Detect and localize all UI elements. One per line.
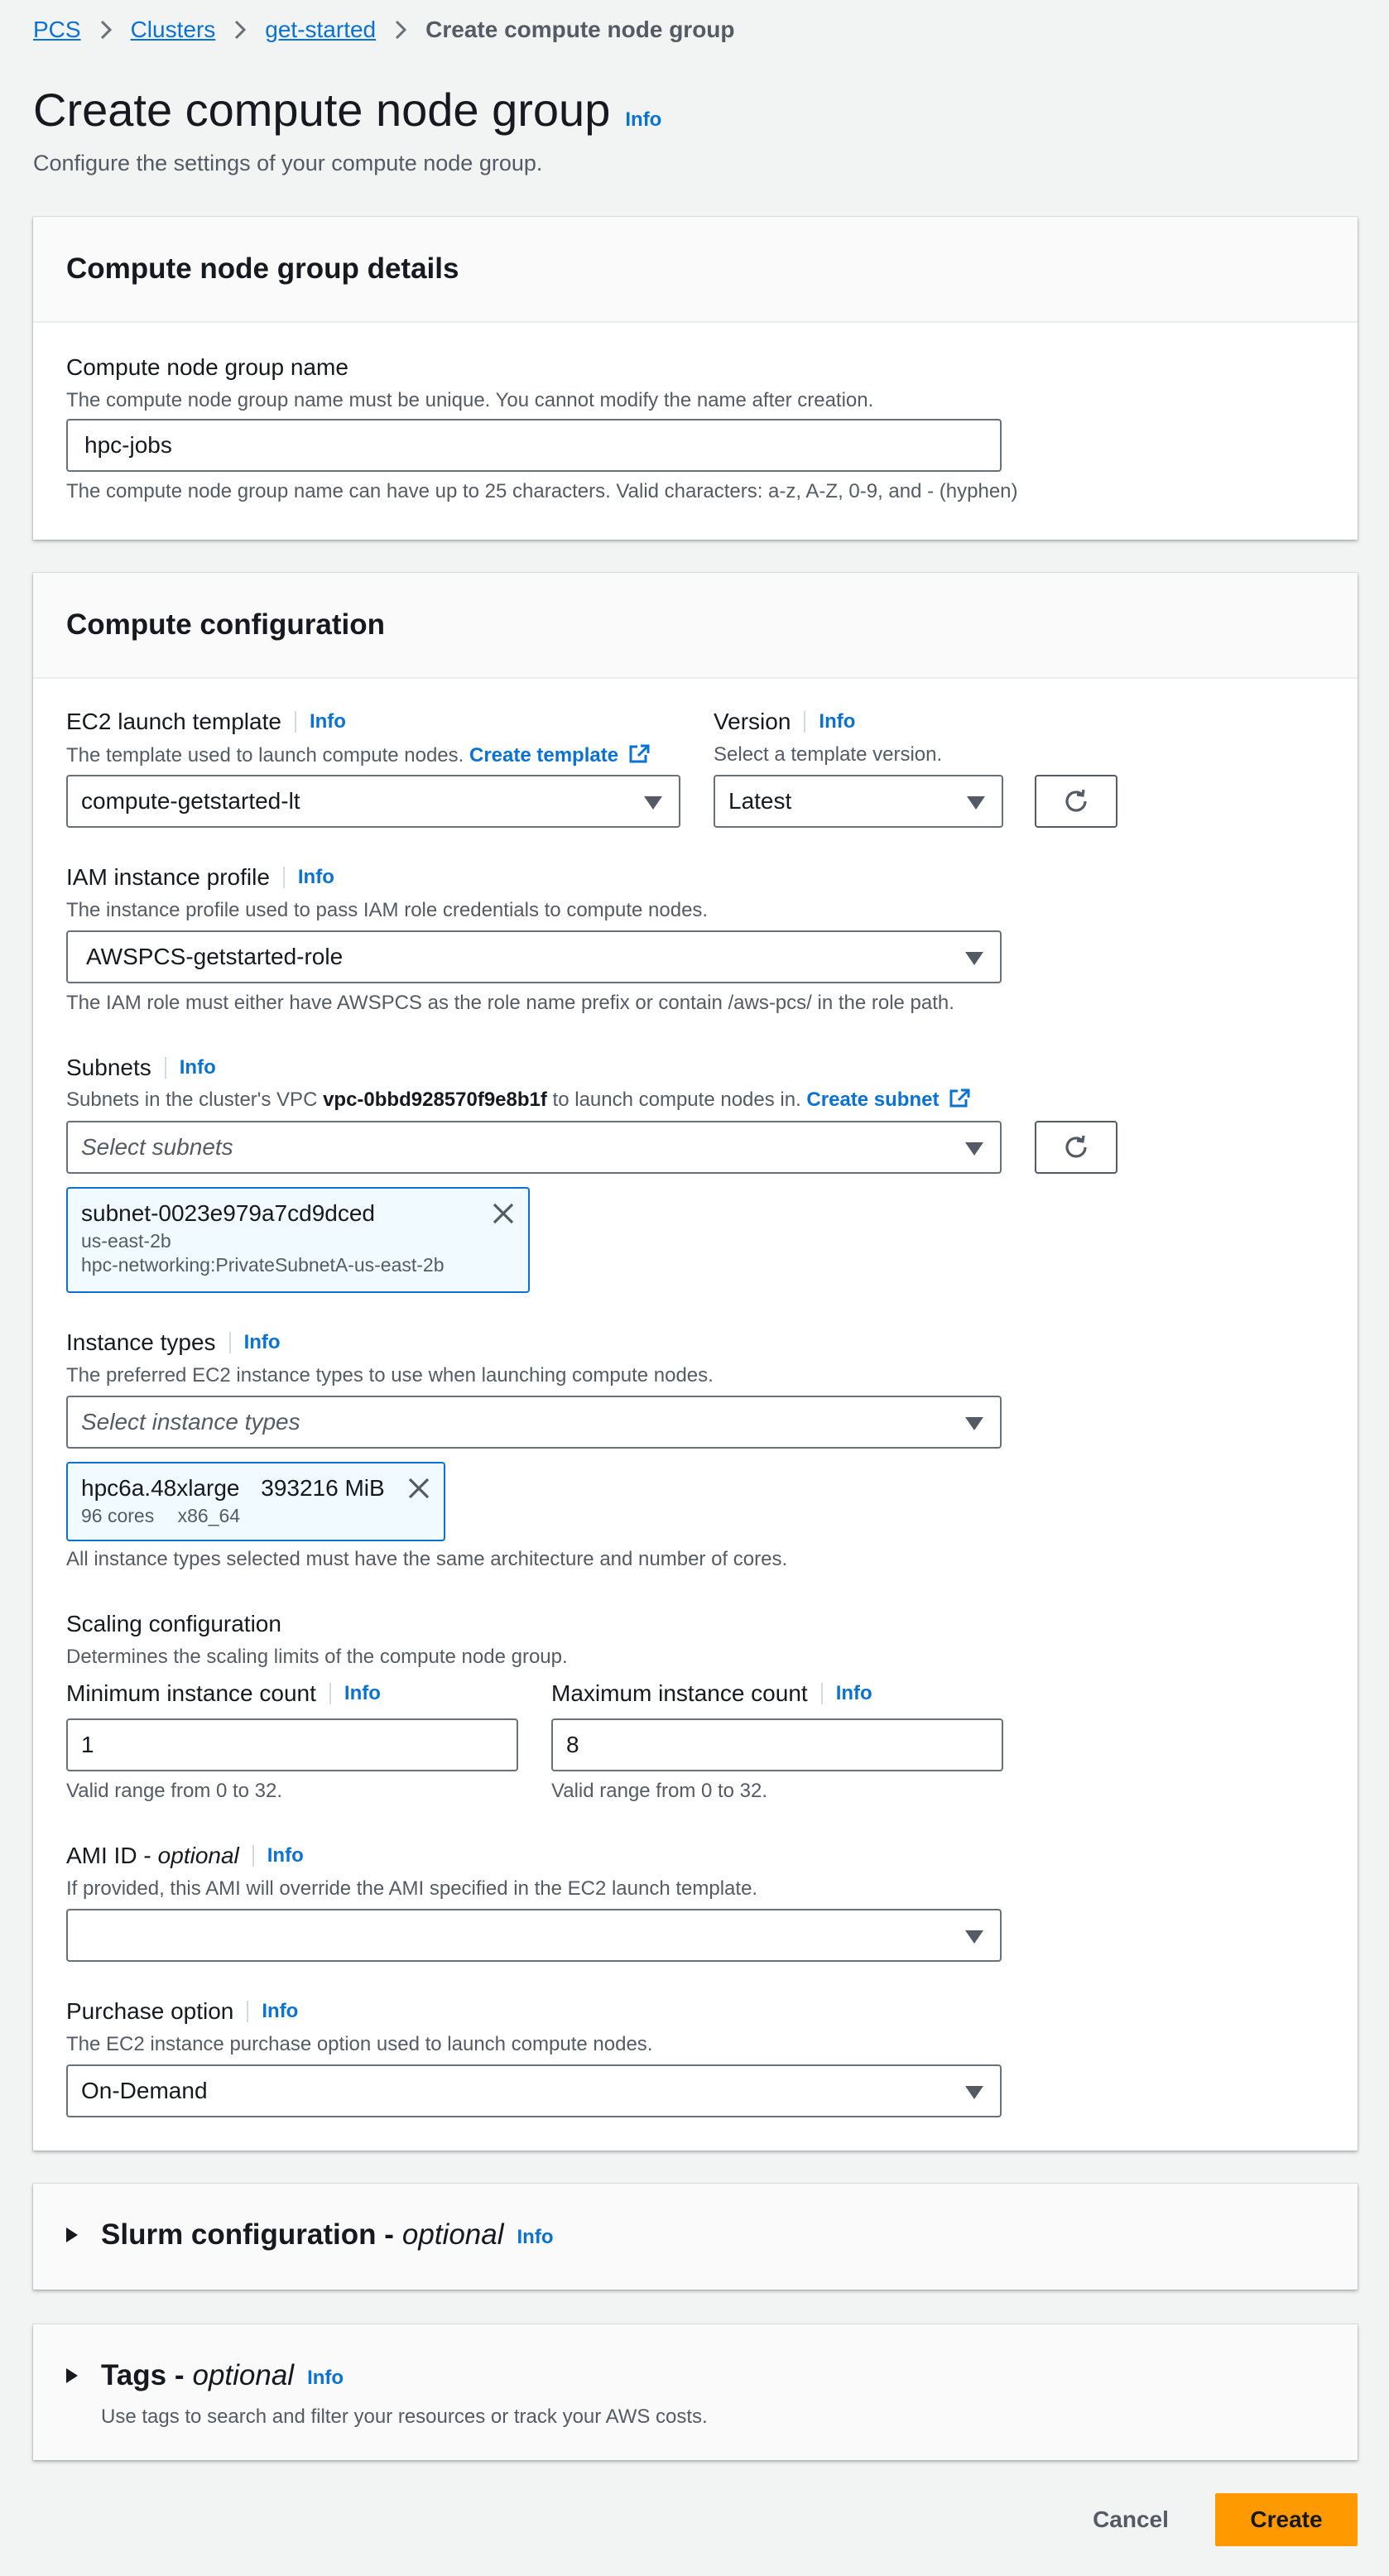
ami-id-label bbox=[66, 1843, 304, 1869]
iam-profile-label bbox=[66, 864, 334, 891]
close-icon bbox=[492, 1202, 515, 1225]
instance-types-placeholder: Select instance types bbox=[81, 1409, 300, 1435]
iam-profile-constraint: The IAM role must either have AWSPCS as the role name prefix or contain /aws-pcs/ in the role path. bbox=[66, 992, 954, 1014]
iam-profile-description: The instance profile used to pass IAM role credentials to compute nodes. bbox=[66, 899, 709, 921]
compute-header: Compute configuration bbox=[33, 573, 1358, 679]
chevron-right-icon bbox=[215, 19, 265, 41]
iam-profile-select[interactable] bbox=[66, 930, 1002, 983]
subnets-placeholder: Select subnets bbox=[81, 1134, 233, 1160]
iam-profile-label-text: IAM instance profile bbox=[66, 864, 270, 890]
instance-type-cores: 96 cores bbox=[81, 1505, 155, 1526]
breadcrumb-clusters-link[interactable]: Clusters bbox=[130, 17, 216, 42]
instance-types-select[interactable] bbox=[66, 1396, 1002, 1449]
instance-type-memory: 393216 MiB bbox=[261, 1475, 385, 1501]
tags-info-link[interactable]: Info bbox=[307, 2367, 344, 2389]
refresh-subnets-button[interactable] bbox=[1035, 1121, 1117, 1174]
instance-types-label bbox=[66, 1329, 281, 1356]
slurm-config-optional: optional bbox=[401, 2218, 504, 2251]
launch-template-select[interactable] bbox=[66, 775, 680, 828]
breadcrumb-current: Create compute node group bbox=[425, 17, 735, 42]
slurm-config-toggle[interactable] bbox=[66, 2218, 553, 2252]
version-info-link[interactable]: Info bbox=[819, 710, 856, 733]
subnets-description bbox=[66, 1088, 971, 1112]
version-label-text: Version bbox=[714, 709, 791, 734]
min-count-input[interactable] bbox=[66, 1718, 518, 1771]
subnets-label-text: Subnets bbox=[66, 1055, 151, 1080]
min-count-constraint: Valid range from 0 to 32. bbox=[66, 1780, 283, 1802]
slurm-config-title: Slurm configuration - bbox=[101, 2218, 394, 2251]
external-link-icon bbox=[627, 743, 651, 765]
purchase-option-label bbox=[66, 1998, 298, 2025]
launch-template-desc-text: The template used to launch compute nodes. bbox=[66, 744, 464, 767]
launch-template-description bbox=[66, 743, 651, 767]
iam-profile-info-link[interactable]: Info bbox=[297, 866, 334, 888]
min-count-info-link[interactable]: Info bbox=[344, 1682, 381, 1704]
name-description: The compute node group name must be unique. You cannot modify the name after creation. bbox=[66, 389, 874, 411]
tags-optional: optional bbox=[192, 2359, 295, 2391]
page-description: Configure the settings of your compute node group. bbox=[33, 151, 543, 175]
close-icon bbox=[407, 1477, 430, 1500]
subnets-select[interactable] bbox=[66, 1121, 1002, 1174]
details-header: Compute node group details bbox=[33, 217, 1358, 323]
max-count-info-link[interactable]: Info bbox=[835, 1682, 872, 1704]
ami-id-label-text: AMI ID - bbox=[66, 1843, 151, 1868]
iam-profile-value: AWSPCS-getstarted-role bbox=[86, 944, 344, 969]
subnets-desc-prefix: Subnets in the cluster's VPC bbox=[66, 1089, 318, 1111]
caret-right-icon bbox=[66, 2368, 78, 2383]
version-value: Latest bbox=[728, 788, 792, 814]
ami-id-description: If provided, this AMI will override the AMI specified in the EC2 launch template. bbox=[66, 1877, 758, 1900]
breadcrumb bbox=[33, 13, 735, 46]
launch-template-value: compute-getstarted-lt bbox=[81, 788, 300, 814]
purchase-option-info-link[interactable]: Info bbox=[262, 2000, 299, 2022]
vpc-id: vpc-0bbd928570f9e8b1f bbox=[323, 1089, 547, 1111]
chevron-right-icon bbox=[376, 19, 425, 41]
breadcrumb-pcs-link[interactable]: PCS bbox=[33, 17, 81, 42]
refresh-icon bbox=[1062, 1133, 1090, 1161]
page-title bbox=[33, 83, 661, 137]
info-divider bbox=[283, 867, 285, 888]
launch-template-label-text: EC2 launch template bbox=[66, 709, 281, 734]
version-select[interactable] bbox=[714, 775, 1003, 828]
ami-id-select[interactable] bbox=[66, 1909, 1002, 1962]
remove-instance-type-button[interactable] bbox=[407, 1477, 430, 1504]
remove-subnet-button[interactable] bbox=[492, 1202, 515, 1229]
instance-type-token bbox=[66, 1462, 445, 1541]
purchase-option-description: The EC2 instance purchase option used to launch compute nodes. bbox=[66, 2033, 653, 2055]
subnets-desc-suffix: to launch compute nodes in. bbox=[552, 1089, 801, 1111]
subnet-token bbox=[66, 1187, 530, 1293]
caret-down-icon bbox=[965, 1930, 983, 1944]
breadcrumb-cluster-link[interactable]: get-started bbox=[265, 17, 377, 42]
caret-down-icon bbox=[965, 952, 983, 965]
tags-title: Tags - bbox=[101, 2359, 185, 2391]
purchase-option-value: On-Demand bbox=[81, 2078, 208, 2103]
caret-down-icon bbox=[967, 796, 985, 810]
name-constraint: The compute node group name can have up to 25 characters. Valid characters: a-z, A-Z, 0-9, and - (hyphen) bbox=[66, 480, 1018, 502]
name-input[interactable] bbox=[66, 419, 1002, 472]
name-label: Compute node group name bbox=[66, 354, 348, 380]
caret-down-icon bbox=[965, 2086, 983, 2099]
slurm-config-info-link[interactable]: Info bbox=[517, 2226, 554, 2248]
refresh-templates-button[interactable] bbox=[1035, 775, 1117, 828]
create-subnet-link-text: Create subnet bbox=[806, 1089, 940, 1111]
caret-down-icon bbox=[644, 796, 662, 810]
max-count-label bbox=[551, 1680, 872, 1707]
slurm-config-section bbox=[33, 2184, 1358, 2290]
max-count-constraint: Valid range from 0 to 32. bbox=[551, 1780, 768, 1802]
info-divider bbox=[804, 711, 805, 733]
compute-container bbox=[33, 573, 1358, 2151]
instance-types-constraint: All instance types selected must have the same architecture and number of cores. bbox=[66, 1548, 788, 1570]
launch-template-info-link[interactable]: Info bbox=[309, 710, 346, 733]
scaling-label: Scaling configuration bbox=[66, 1611, 281, 1636]
subnets-label bbox=[66, 1055, 216, 1081]
instance-type-arch: x86_64 bbox=[177, 1505, 241, 1526]
version-label bbox=[714, 709, 855, 735]
purchase-option-label-text: Purchase option bbox=[66, 1998, 234, 2024]
subnet-token-id: subnet-0023e979a7cd9dced bbox=[81, 1200, 375, 1226]
version-description: Select a template version. bbox=[714, 743, 943, 766]
instance-type-token-sub bbox=[81, 1505, 430, 1527]
launch-template-label bbox=[66, 709, 346, 735]
instance-types-description: The preferred EC2 instance types to use when launching compute nodes. bbox=[66, 1364, 714, 1387]
instance-type-token-main bbox=[81, 1475, 430, 1502]
info-divider bbox=[252, 1845, 254, 1867]
refresh-icon bbox=[1062, 787, 1090, 815]
subnet-token-az: us-east-2b bbox=[81, 1230, 171, 1252]
min-count-label-text: Minimum instance count bbox=[66, 1680, 316, 1706]
ami-id-optional: optional bbox=[157, 1843, 239, 1868]
create-template-link[interactable] bbox=[469, 744, 651, 767]
caret-down-icon bbox=[965, 1142, 983, 1156]
page-info-link[interactable]: Info bbox=[625, 108, 662, 131]
external-link-icon bbox=[948, 1088, 971, 1109]
ami-id-info-link[interactable]: Info bbox=[267, 1844, 304, 1867]
subnet-token-tag: hpc-networking:PrivateSubnetA-us-east-2b bbox=[81, 1254, 445, 1276]
tags-toggle[interactable] bbox=[66, 2359, 344, 2392]
info-divider bbox=[229, 1332, 231, 1353]
info-divider bbox=[821, 1683, 823, 1704]
max-count-input[interactable] bbox=[551, 1718, 1003, 1771]
caret-right-icon bbox=[66, 2228, 78, 2242]
instance-types-info-link[interactable]: Info bbox=[243, 1331, 281, 1353]
info-divider bbox=[165, 1057, 166, 1079]
scaling-description: Determines the scaling limits of the compute node group. bbox=[66, 1646, 568, 1668]
create-template-link-text: Create template bbox=[469, 744, 619, 767]
max-count-label-text: Maximum instance count bbox=[551, 1680, 808, 1706]
purchase-option-select[interactable] bbox=[66, 2064, 1002, 2117]
create-button[interactable]: Create bbox=[1215, 2493, 1358, 2546]
details-container bbox=[33, 217, 1358, 540]
tags-description: Use tags to search and filter your resources or track your AWS costs. bbox=[101, 2405, 708, 2428]
cancel-button[interactable]: Cancel bbox=[1093, 2506, 1169, 2532]
caret-down-icon bbox=[965, 1417, 983, 1430]
info-divider bbox=[295, 711, 296, 733]
tags-section bbox=[33, 2324, 1358, 2460]
instance-types-label-text: Instance types bbox=[66, 1329, 216, 1355]
create-subnet-link[interactable] bbox=[806, 1089, 971, 1111]
instance-type-name: hpc6a.48xlarge bbox=[81, 1475, 240, 1501]
page-title-text: Create compute node group bbox=[33, 84, 611, 136]
min-count-label bbox=[66, 1680, 381, 1707]
subnets-info-link[interactable]: Info bbox=[179, 1056, 216, 1079]
info-divider bbox=[247, 2001, 248, 2022]
info-divider bbox=[329, 1683, 331, 1704]
chevron-right-icon bbox=[81, 19, 131, 41]
